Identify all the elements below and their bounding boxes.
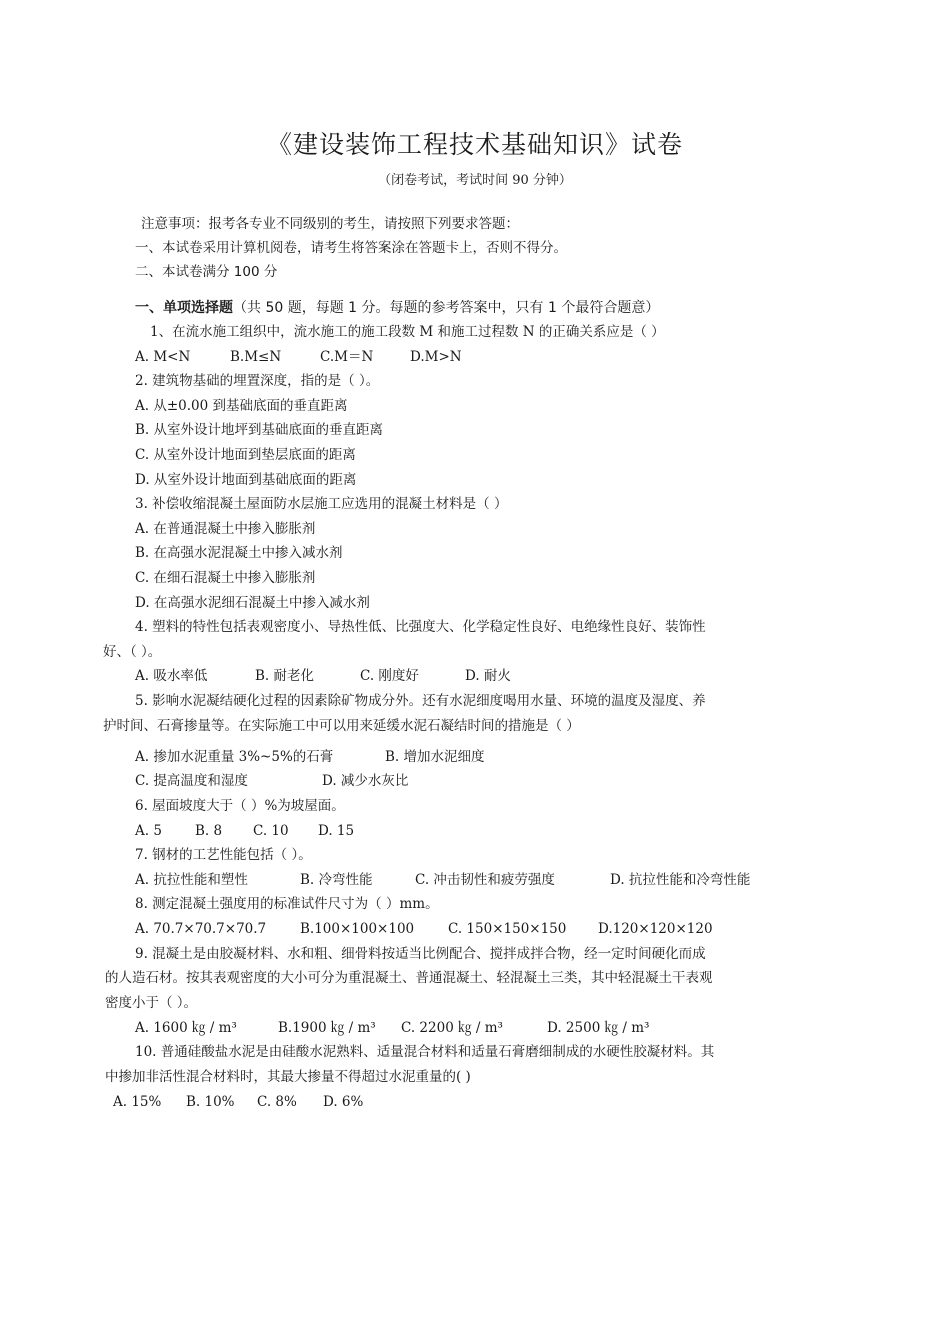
question-8-options — [135, 917, 713, 941]
question-4-option-a: A. 吸水率低 — [135, 668, 208, 684]
question-7-stem: 7. 钢材的工艺性能包括（ ）。 — [135, 847, 312, 863]
question-8-stem: 8. 测定混凝土强度用的标准试件尺寸为（ ）mm。 — [135, 896, 439, 912]
question-10-option-c: C. 8% — [257, 1094, 297, 1110]
question-6-option-d: D. 15 — [318, 823, 355, 839]
question-3-option-d: D. 在高强水泥细石混凝土中掺入减水剂 — [135, 595, 370, 611]
notice-block — [135, 212, 567, 284]
exam-title: 《建设装饰工程技术基础知识》试卷 — [266, 130, 683, 159]
question-10-option-a: A. 15% — [113, 1094, 162, 1110]
question-4-option-d: D. 耐火 — [465, 668, 511, 684]
question-5-options-row-2 — [135, 769, 408, 793]
question-3-stem: 3. 补偿收缩混凝土屋面防水层施工应选用的混凝土材料是（ ） — [135, 496, 508, 512]
question-2-option-d: D. 从室外设计地面到基础底面的距离 — [135, 472, 357, 488]
question-5-option-b: B. 增加水泥细度 — [385, 749, 485, 765]
question-5-option-c: C. 提高温度和湿度 — [135, 773, 248, 789]
question-3-option-c: C. 在细石混凝土中掺入膨胀剂 — [135, 570, 316, 586]
question-7-options — [135, 868, 750, 892]
question-6-options — [135, 819, 354, 843]
question-9-option-d: D. 2500 ㎏ / m³ — [547, 1020, 650, 1036]
section-description: （共 50 题，每题 1 分。每题的参考答案中，只有 1 个最符合题意） — [233, 300, 660, 316]
question-9-option-c: C. 2200 ㎏ / m³ — [401, 1020, 503, 1036]
question-6-option-a: A. 5 — [135, 823, 162, 839]
question-7-option-a: A. 抗拉性能和塑性 — [135, 872, 248, 888]
question-3-option-a: A. 在普通混凝土中掺入膨胀剂 — [135, 521, 316, 537]
question-6-stem: 6. 屋面坡度大于（ ）%为坡屋面。 — [135, 798, 345, 814]
question-8-option-d: D.120×120×120 — [598, 921, 713, 937]
question-5-option-d: D. 减少水灰比 — [322, 773, 409, 789]
question-5-option-a: A. 掺加水泥重量 3%~5%的石膏 — [135, 749, 334, 765]
question-9-stem-line-3: 密度小于（ ）。 — [105, 995, 198, 1011]
question-6-option-c: C. 10 — [253, 823, 289, 839]
question-5-stem-line-2: 护时间、石膏掺量等。在实际施工中可以用来延缓水泥石凝结时间的措施是（ ） — [103, 718, 580, 734]
question-9-option-a: A. 1600 ㎏ / m³ — [135, 1020, 237, 1036]
question-9-option-b: B.1900 ㎏ / m³ — [278, 1020, 376, 1036]
question-8-option-c: C. 150×150×150 — [448, 921, 567, 937]
question-9-stem-line-1: 9. 混凝土是由胶凝材料、水和粗、细骨料按适当比例配合、搅拌成拌合物，经一定时间硬化而成 — [135, 946, 706, 962]
question-9-stem-line-2: 的人造石材。按其表观密度的大小可分为重混凝土、普通混凝土、轻混凝土三类，其中轻混凝土干表观 — [105, 970, 713, 986]
notice-item-2: 二、本试卷满分 100 分 — [135, 264, 278, 280]
question-1-option-d: D.M>N — [410, 349, 462, 365]
question-2-option-c: C. 从室外设计地面到垫层底面的距离 — [135, 447, 356, 463]
notice-heading: 注意事项：报考各专业不同级别的考生，请按照下列要求答题： — [141, 216, 519, 232]
question-2-stem: 2. 建筑物基础的埋置深度，指的是（ ）。 — [135, 373, 380, 389]
question-7-option-b: B. 冷弯性能 — [300, 872, 373, 888]
question-4-options — [135, 664, 511, 688]
question-2-option-b: B. 从室外设计地坪到基础底面的垂直距离 — [135, 422, 384, 438]
question-4-stem-line-2: 好、（ ）。 — [103, 644, 162, 660]
question-5-options-row-1 — [135, 745, 485, 769]
question-7-option-c: C. 冲击韧性和疲劳强度 — [415, 872, 555, 888]
question-3-option-b: B. 在高强水泥混凝土中掺入减水剂 — [135, 545, 343, 561]
question-8-option-a: A. 70.7×70.7×70.7 — [135, 921, 267, 937]
question-10-options — [113, 1090, 363, 1114]
question-4-stem-line-1: 4. 塑料的特性包括表观密度小、导热性低、比强度大、化学稳定性良好、电绝缘性良好、装饰性 — [135, 619, 706, 635]
question-1-options — [135, 345, 462, 369]
question-1-option-b: B.M≤N — [230, 349, 282, 365]
question-9-options — [135, 1016, 649, 1040]
question-4-option-c: C. 刚度好 — [360, 668, 419, 684]
question-5-stem-line-1: 5. 影响水泥凝结硬化过程的因素除矿物成分外。还有水泥细度喝用水量、环境的温度及湿度、养 — [135, 693, 706, 709]
question-1-option-c: C.M＝N — [320, 349, 374, 365]
notice-item-1: 一、本试卷采用计算机阅卷，请考生将答案涂在答题卡上，否则不得分。 — [135, 240, 567, 256]
question-1-stem: 1、在流水施工组织中，流水施工的施工段数 M 和施工过程数 N 的正确关系应是（ ） — [150, 324, 665, 340]
question-2-option-a: A. 从±0.00 到基础底面的垂直距离 — [135, 398, 348, 414]
section-heading — [135, 296, 659, 320]
question-10-option-d: D. 6% — [323, 1094, 364, 1110]
question-10-stem-line-1: 10. 普通硅酸盐水泥是由硅酸水泥熟料、适量混合材料和适量石膏磨细制成的水硬性胶凝材料。其 — [135, 1044, 715, 1060]
question-10-stem-line-2: 中掺加非活性混合材料时，其最大掺量不得超过水泥重量的( ) — [105, 1069, 471, 1085]
question-4-option-b: B. 耐老化 — [255, 668, 315, 684]
section-title: 一、单项选择题 — [135, 300, 233, 316]
exam-subtitle: （闭卷考试，考试时间 90 分钟） — [378, 173, 572, 188]
question-1-option-a: A. M<N — [135, 349, 191, 365]
question-8-option-b: B.100×100×100 — [300, 921, 415, 937]
question-7-option-d: D. 抗拉性能和冷弯性能 — [610, 872, 751, 888]
question-10-option-b: B. 10% — [186, 1094, 235, 1110]
question-6-option-b: B. 8 — [195, 823, 223, 839]
